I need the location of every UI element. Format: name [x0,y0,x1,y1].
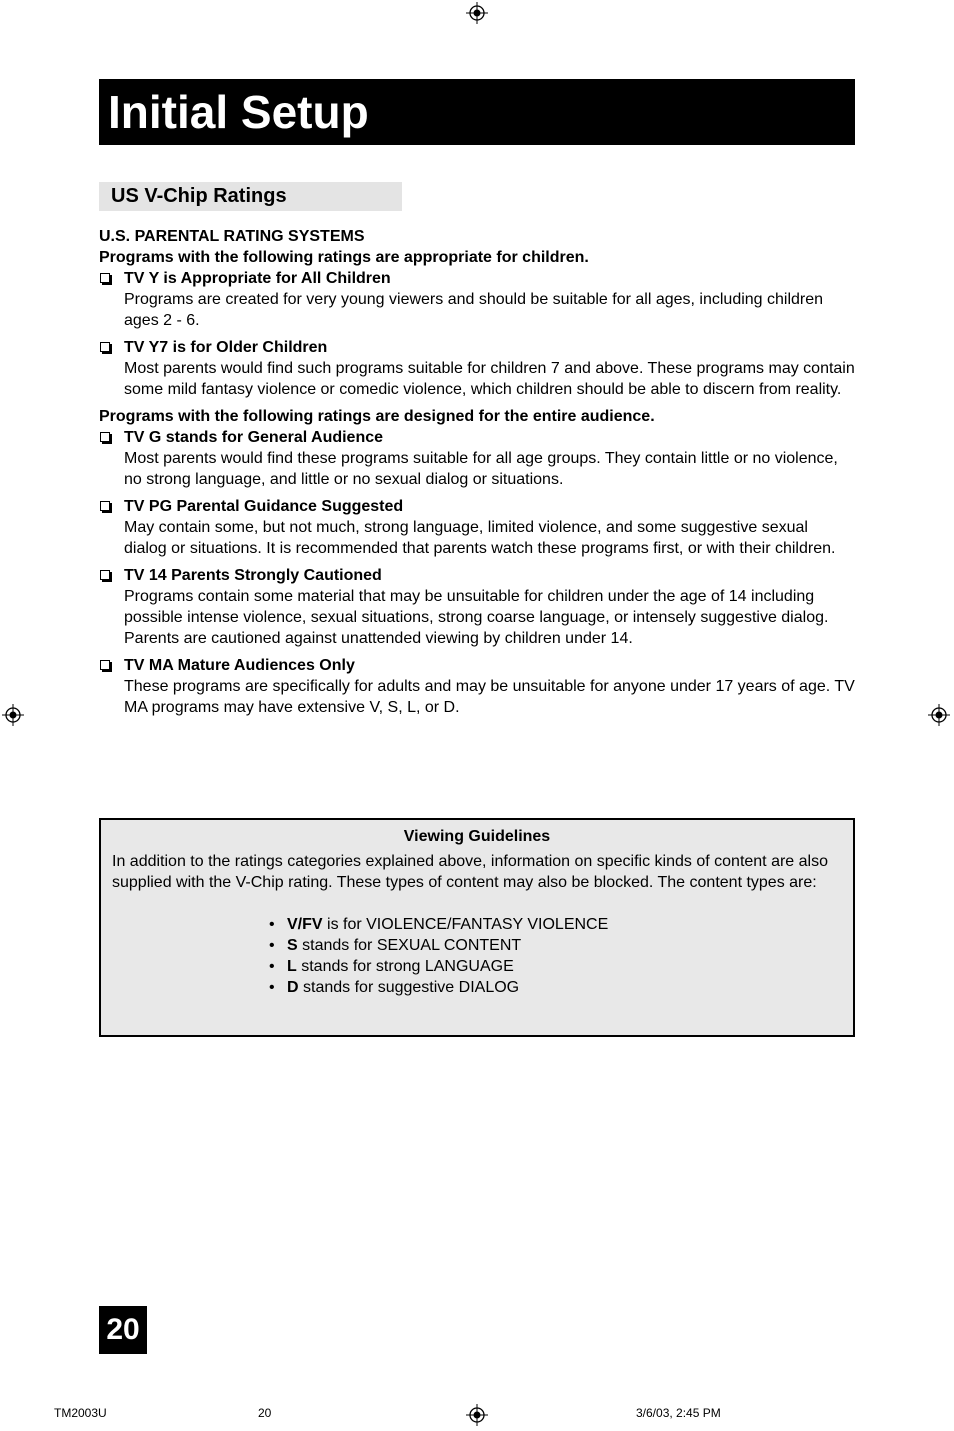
rating-title: TV G stands for General Audience [124,429,384,446]
viewing-guidelines-box [99,818,855,1037]
content-code: D [287,979,299,996]
list-item [269,956,842,977]
audience-intro: Programs with the following ratings are designed for the entire audience. [99,408,655,425]
list-item [269,935,842,956]
rating-description: Programs are created for very young viewers and should be suitable for all ages, including children ages 2 - 6. [124,291,824,329]
checkbox-icon [100,273,110,283]
rating-item [99,427,855,490]
ratings-content [99,226,855,724]
footer-job-id: TM2003U [54,1406,107,1420]
registration-mark-icon [466,2,488,24]
page-number-badge: 20 [99,1306,147,1354]
rating-description: Programs contain some material that may be unsuitable for children under the age of 14 including possible intense violence, sexual situations, strong coarse language, or intensely suggestive dialog. Parents are cautioned against unattended viewing by children under 14. [124,588,829,647]
checkbox-icon [100,501,110,511]
content-code: S [287,937,298,954]
guidelines-title: Viewing Guidelines [403,828,551,845]
section-heading: US V-Chip Ratings [99,182,402,211]
footer-datetime: 3/6/03, 2:45 PM [636,1406,721,1420]
registration-mark-icon [2,704,24,726]
content-type-list [112,914,842,998]
rating-item [99,655,855,718]
content-text: stands for SEXUAL CONTENT [297,937,522,954]
rating-description: May contain some, but not much, strong language, limited violence, and some suggestive sexual dialog or situations. It is recommended that parents watch these programs first, or with their children. [124,519,836,557]
rating-item [99,337,855,400]
bullet-icon: • [269,979,275,996]
list-item [269,977,842,998]
rating-description: Most parents would find these programs suitable for all age groups. They contain little or no violence, no strong language, and little or no sexual dialog or situations. [124,450,838,488]
rating-item [99,565,855,649]
page-title-bar [99,79,855,145]
content-code: V/FV [287,916,323,933]
content-text: stands for suggestive DIALOG [298,979,520,996]
page-title: Initial Setup [108,86,369,138]
content-code: L [287,958,297,975]
rating-title: TV PG Parental Guidance Suggested [124,498,404,515]
children-intro: Programs with the following ratings are appropriate for children. [99,249,589,266]
registration-mark-icon [466,1404,488,1426]
rating-title: TV MA Mature Audiences Only [124,657,355,674]
rating-description: These programs are specifically for adults and may be unsuitable for anyone under 17 years of age. TV MA programs may have extensive V, S, L, or D. [124,678,855,716]
bullet-icon: • [269,916,275,933]
rating-item [99,268,855,331]
rating-title: TV Y is Appropriate for All Children [124,270,391,287]
rating-title: TV Y7 is for Older Children [124,339,328,356]
bullet-icon: • [269,958,275,975]
footer-page: 20 [258,1406,272,1420]
intro-heading: U.S. PARENTAL RATING SYSTEMS [99,228,365,245]
list-item [269,914,842,935]
checkbox-icon [100,660,110,670]
guidelines-body: In addition to the ratings categories explained above, information on specific kinds of content are also supplied with the V-Chip rating. These types of content may also be blocked. The content types are: [112,853,828,891]
checkbox-icon [100,570,110,580]
rating-item [99,496,855,559]
checkbox-icon [100,342,110,352]
content-text: stands for strong LANGUAGE [296,958,514,975]
content-text: is for VIOLENCE/FANTASY VIOLENCE [322,916,609,933]
checkbox-icon [100,432,110,442]
rating-description: Most parents would find such programs suitable for children 7 and above. These programs may contain some mild fantasy violence or comedic violence, which children should be able to discern from reality. [124,360,855,398]
registration-mark-icon [928,704,950,726]
rating-title: TV 14 Parents Strongly Cautioned [124,567,382,584]
bullet-icon: • [269,937,275,954]
